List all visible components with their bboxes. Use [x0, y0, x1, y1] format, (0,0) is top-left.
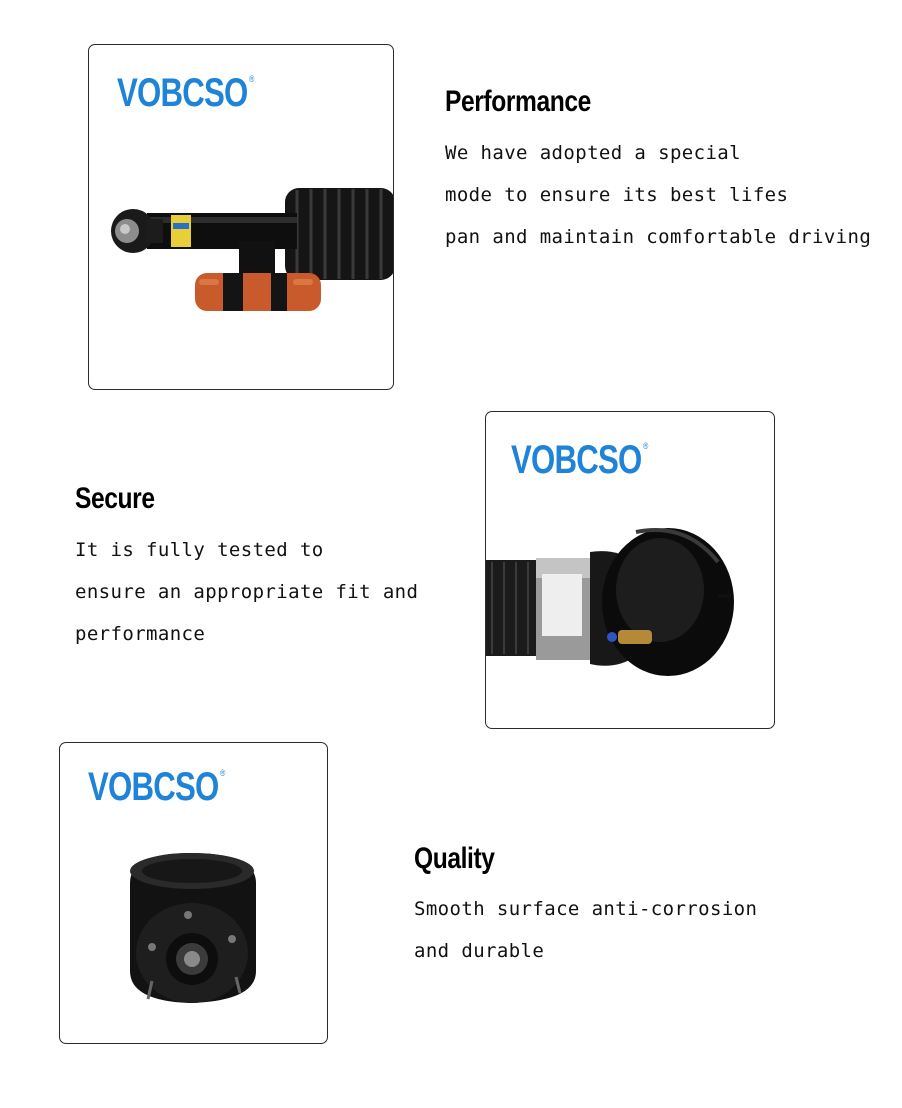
registered-mark: ®	[220, 768, 226, 778]
text-line: It is fully tested to	[75, 539, 324, 561]
rear-shock-absorber-icon	[89, 45, 393, 389]
brand-logo-text: VOBCSO	[88, 765, 219, 809]
air-suspension-strut-icon	[486, 412, 774, 728]
section-title-quality: Quality	[414, 842, 495, 875]
text-line: Smooth surface anti-corrosion	[414, 898, 758, 920]
section-title-secure: Secure	[75, 482, 155, 515]
brand-logo-text: VOBCSO	[511, 438, 642, 482]
registered-mark: ®	[643, 441, 649, 451]
text-line: We have adopted a special	[445, 142, 741, 164]
text-line: ensure an appropriate fit and	[75, 581, 419, 603]
section-text-performance	[445, 132, 871, 258]
section-text-secure	[75, 529, 418, 655]
text-line: pan and maintain comfortable driving	[445, 226, 872, 248]
section-title-performance: Performance	[445, 85, 591, 118]
section-text-quality	[414, 888, 757, 972]
text-line: and durable	[414, 940, 545, 962]
product-image-card-1	[88, 44, 394, 390]
brand-logo-text: VOBCSO	[117, 71, 248, 115]
text-line: mode to ensure its best lifes	[445, 184, 789, 206]
text-line: performance	[75, 623, 206, 645]
product-image-card-2	[485, 411, 775, 729]
strut-top-mount-icon	[60, 743, 327, 1043]
registered-mark: ®	[249, 74, 255, 84]
product-image-card-3	[59, 742, 328, 1044]
